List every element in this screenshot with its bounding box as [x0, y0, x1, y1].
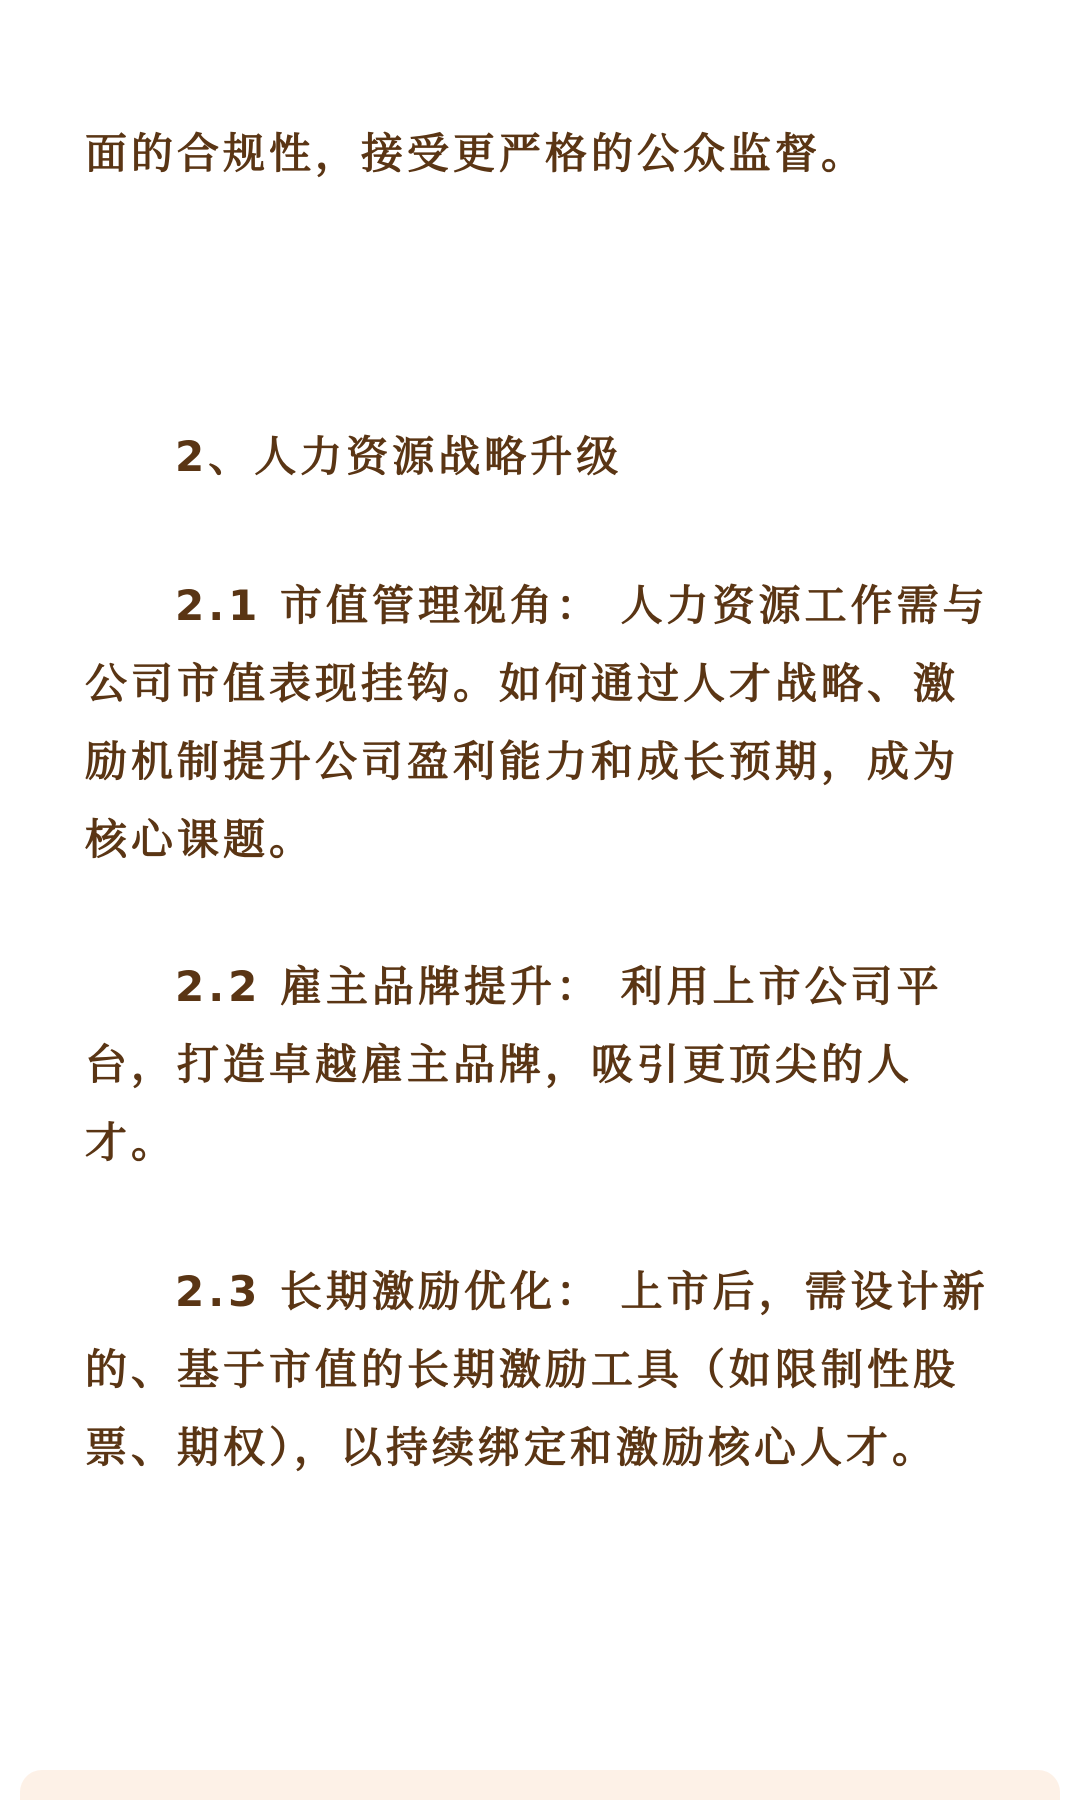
- paragraph-line: 2.1 市值管理视角： 人力资源工作需与: [175, 581, 989, 630]
- paragraph-line: 2.2 雇主品牌提升： 利用上市公司平: [175, 962, 943, 1011]
- paragraph-line: 的、基于市值的长期激励工具（如限制性股: [85, 1345, 960, 1394]
- paragraph-line: 核心课题。: [85, 815, 316, 864]
- paragraph-line: 票、期权），以持续绑定和激励核心人才。: [85, 1423, 939, 1472]
- section-heading: 2、人力资源战略升级: [175, 432, 623, 481]
- paragraph-line: 台，打造卓越雇主品牌，吸引更顶尖的人: [85, 1040, 914, 1089]
- footer-bar: [20, 1770, 1060, 1800]
- paragraph-line: 2.3 长期激励优化： 上市后，需设计新: [175, 1267, 989, 1316]
- paragraph-line: 才。: [85, 1118, 178, 1167]
- paragraph-line: 公司市值表现挂钩。如何通过人才战略、激: [85, 659, 960, 708]
- paragraph-line: 励机制提升公司盈利能力和成长预期，成为: [85, 737, 960, 786]
- intro-paragraph-end: 面的合规性，接受更严格的公众监督。: [85, 129, 868, 178]
